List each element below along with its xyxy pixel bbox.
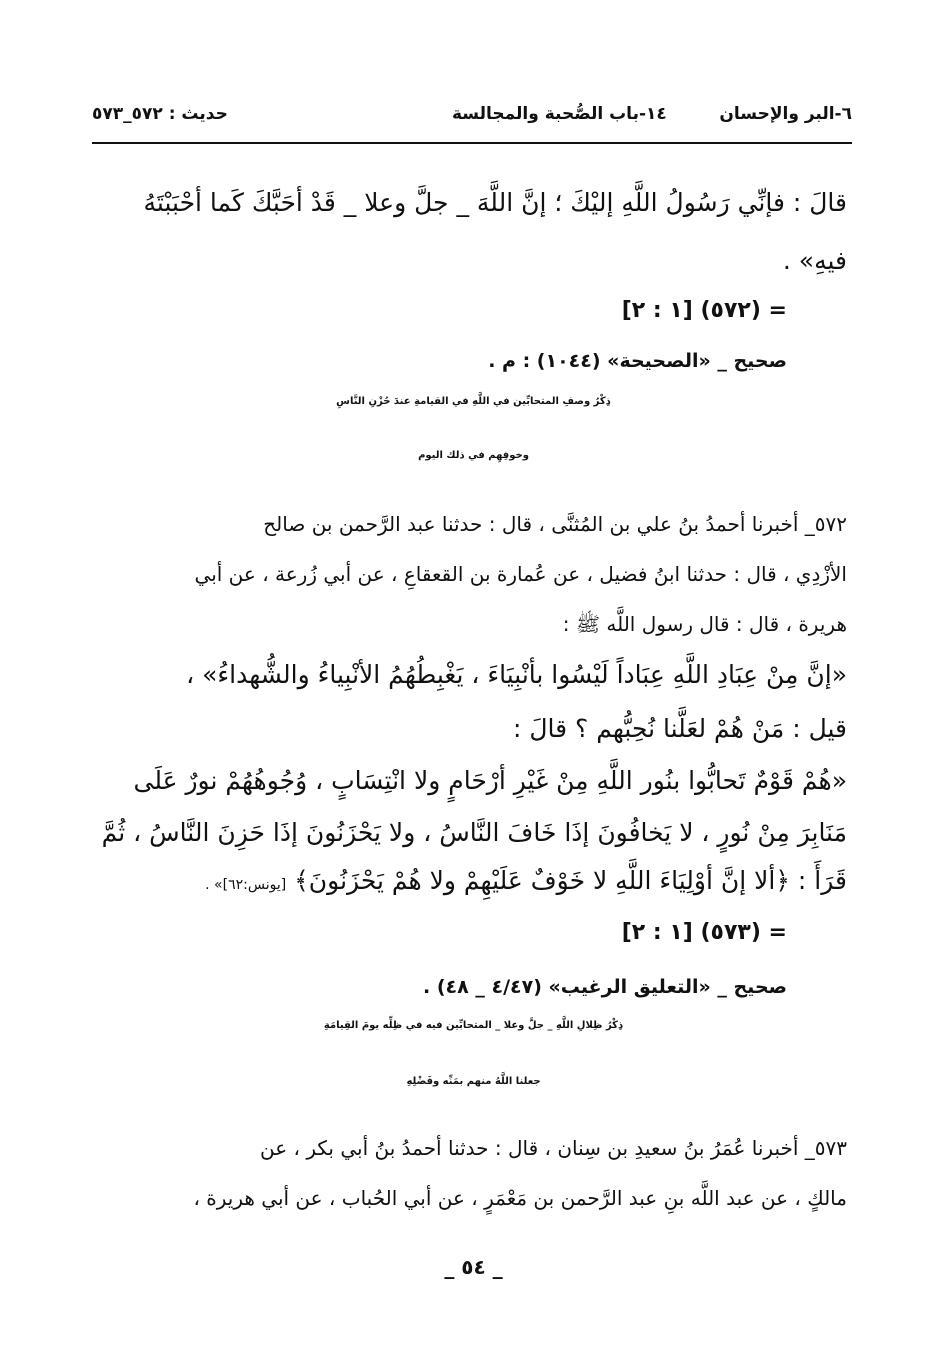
chapter-heading-2-line-2: جعلنا اللَّهُ منهم بمَنِّه وفَضْلِهِ bbox=[406, 1076, 541, 1087]
chapter-heading-1-line-1: ذِكْرُ وصفِ المتحابِّين في اللَّهِ في القيامةِ عندَ حُزْنِ النَّاسِ bbox=[336, 396, 611, 407]
hadith-572-line-6: «هُمْ قَوْمٌ تَحابُّوا بنُور اللَّهِ مِنْ غَيْرِ أرْحَامٍ ولا انْتِسَابٍ ، وُجُوهُهُمْ نورٌ عَلَى bbox=[133, 766, 847, 795]
quran-quote: قَرَأَ : ﴿ألا إنَّ أوْلِيَاءَ اللَّهِ لا خَوْفٌ عَلَيْهِمْ ولا هُمْ يَحْزَنُونَ﴾ bbox=[294, 866, 847, 895]
page-number: _ ٥٤ _ bbox=[444, 1255, 503, 1279]
hadith-573-line-1: ٥٧٣_ أخبرنا عُمَرُ بنُ سعيدِ بن سِنان ، قال : حدثنا أحمدُ بنُ أبي بكر ، عن bbox=[260, 1136, 847, 1160]
header-chapter: ٦-البر والإحسان bbox=[719, 104, 852, 124]
continuation-grade: صحيح _ «الصحيحة» (١٠٤٤) : م . bbox=[488, 350, 787, 372]
hadith-572-line-7: مَنَابِرَ مِنْ نُورٍ ، لا يَخافُونَ إذَا خَافَ النَّاسُ ، ولا يَحْزَنُونَ إذَا حَزِنَ النَّاسُ ، ثُمَّ bbox=[101, 818, 847, 847]
hadith-572-reference: = (٥٧٣) [١ : ٢] bbox=[621, 920, 787, 945]
hadith-572-line-3: هريرة ، قال : قال رسول اللَّه ﷺ : bbox=[562, 612, 847, 636]
continuation-reference: = (٥٧٢) [١ : ٢] bbox=[621, 298, 787, 323]
header-hadith-range: حديث : ٥٧٢_٥٧٣ bbox=[92, 104, 228, 124]
running-header bbox=[92, 104, 852, 140]
continuation-line-2: فيهِ» . bbox=[782, 246, 847, 275]
quran-reference: [يونس:٦٢]» . bbox=[205, 877, 287, 893]
chapter-heading-1-line-2: وخوفِهِم في ذلك اليوم bbox=[418, 450, 529, 461]
header-section: ١٤-باب الصُّحبة والمجالسة bbox=[452, 104, 667, 124]
hadith-572-line-5: قيل : مَنْ هُمْ لعَلَّنا نُحِبُّهم ؟ قالَ : bbox=[512, 714, 847, 743]
hadith-572-grade: صحيح _ «التعليق الرغيب» (٤/٤٧ _ ٤٨) . bbox=[423, 976, 787, 998]
chapter-heading-2-line-1: ذِكْرُ ظِلالِ اللَّهِ _ جلَّ وعلا _ المتحابِّين فيه في ظِلِّه يومَ القِيامَةِ bbox=[323, 1020, 624, 1031]
header-divider bbox=[92, 142, 852, 144]
hadith-572-line-2: الأزْدِي ، قال : حدثنا ابنُ فضيل ، عن عُمارة بن القعقاعِ ، عن أبي زُرعة ، عن أبي bbox=[194, 562, 847, 586]
hadith-573-line-2: مالكٍ ، عن عبد اللَّه بنِ عبد الرَّحمن بن مَعْمَرٍ ، عن أبي الحُباب ، عن أبي هريرة ، bbox=[193, 1186, 847, 1210]
hadith-572-line-1: ٥٧٢_ أخبرنا أحمدُ بنُ علي بن المُثنَّى ، قال : حدثنا عبد الرَّحمن بن صالح bbox=[263, 512, 847, 536]
hadith-572-line-8 bbox=[205, 866, 847, 895]
hadith-572-line-4: «إنَّ مِنْ عِبَادِ اللَّهِ عِبَاداً لَيْسُوا بأنْبِيَاءَ ، يَغْبِطُهُمُ الأنْبِياءُ والشُّهداءُ» ، bbox=[186, 660, 847, 689]
continuation-line-1: قالَ : فإنِّي رَسُولُ اللَّهِ إليْكَ ؛ إنَّ اللَّهَ _ جلَّ وعلا _ قَدْ أحَبَّكَ كَما أحْبَبْتَهُ bbox=[143, 188, 847, 217]
